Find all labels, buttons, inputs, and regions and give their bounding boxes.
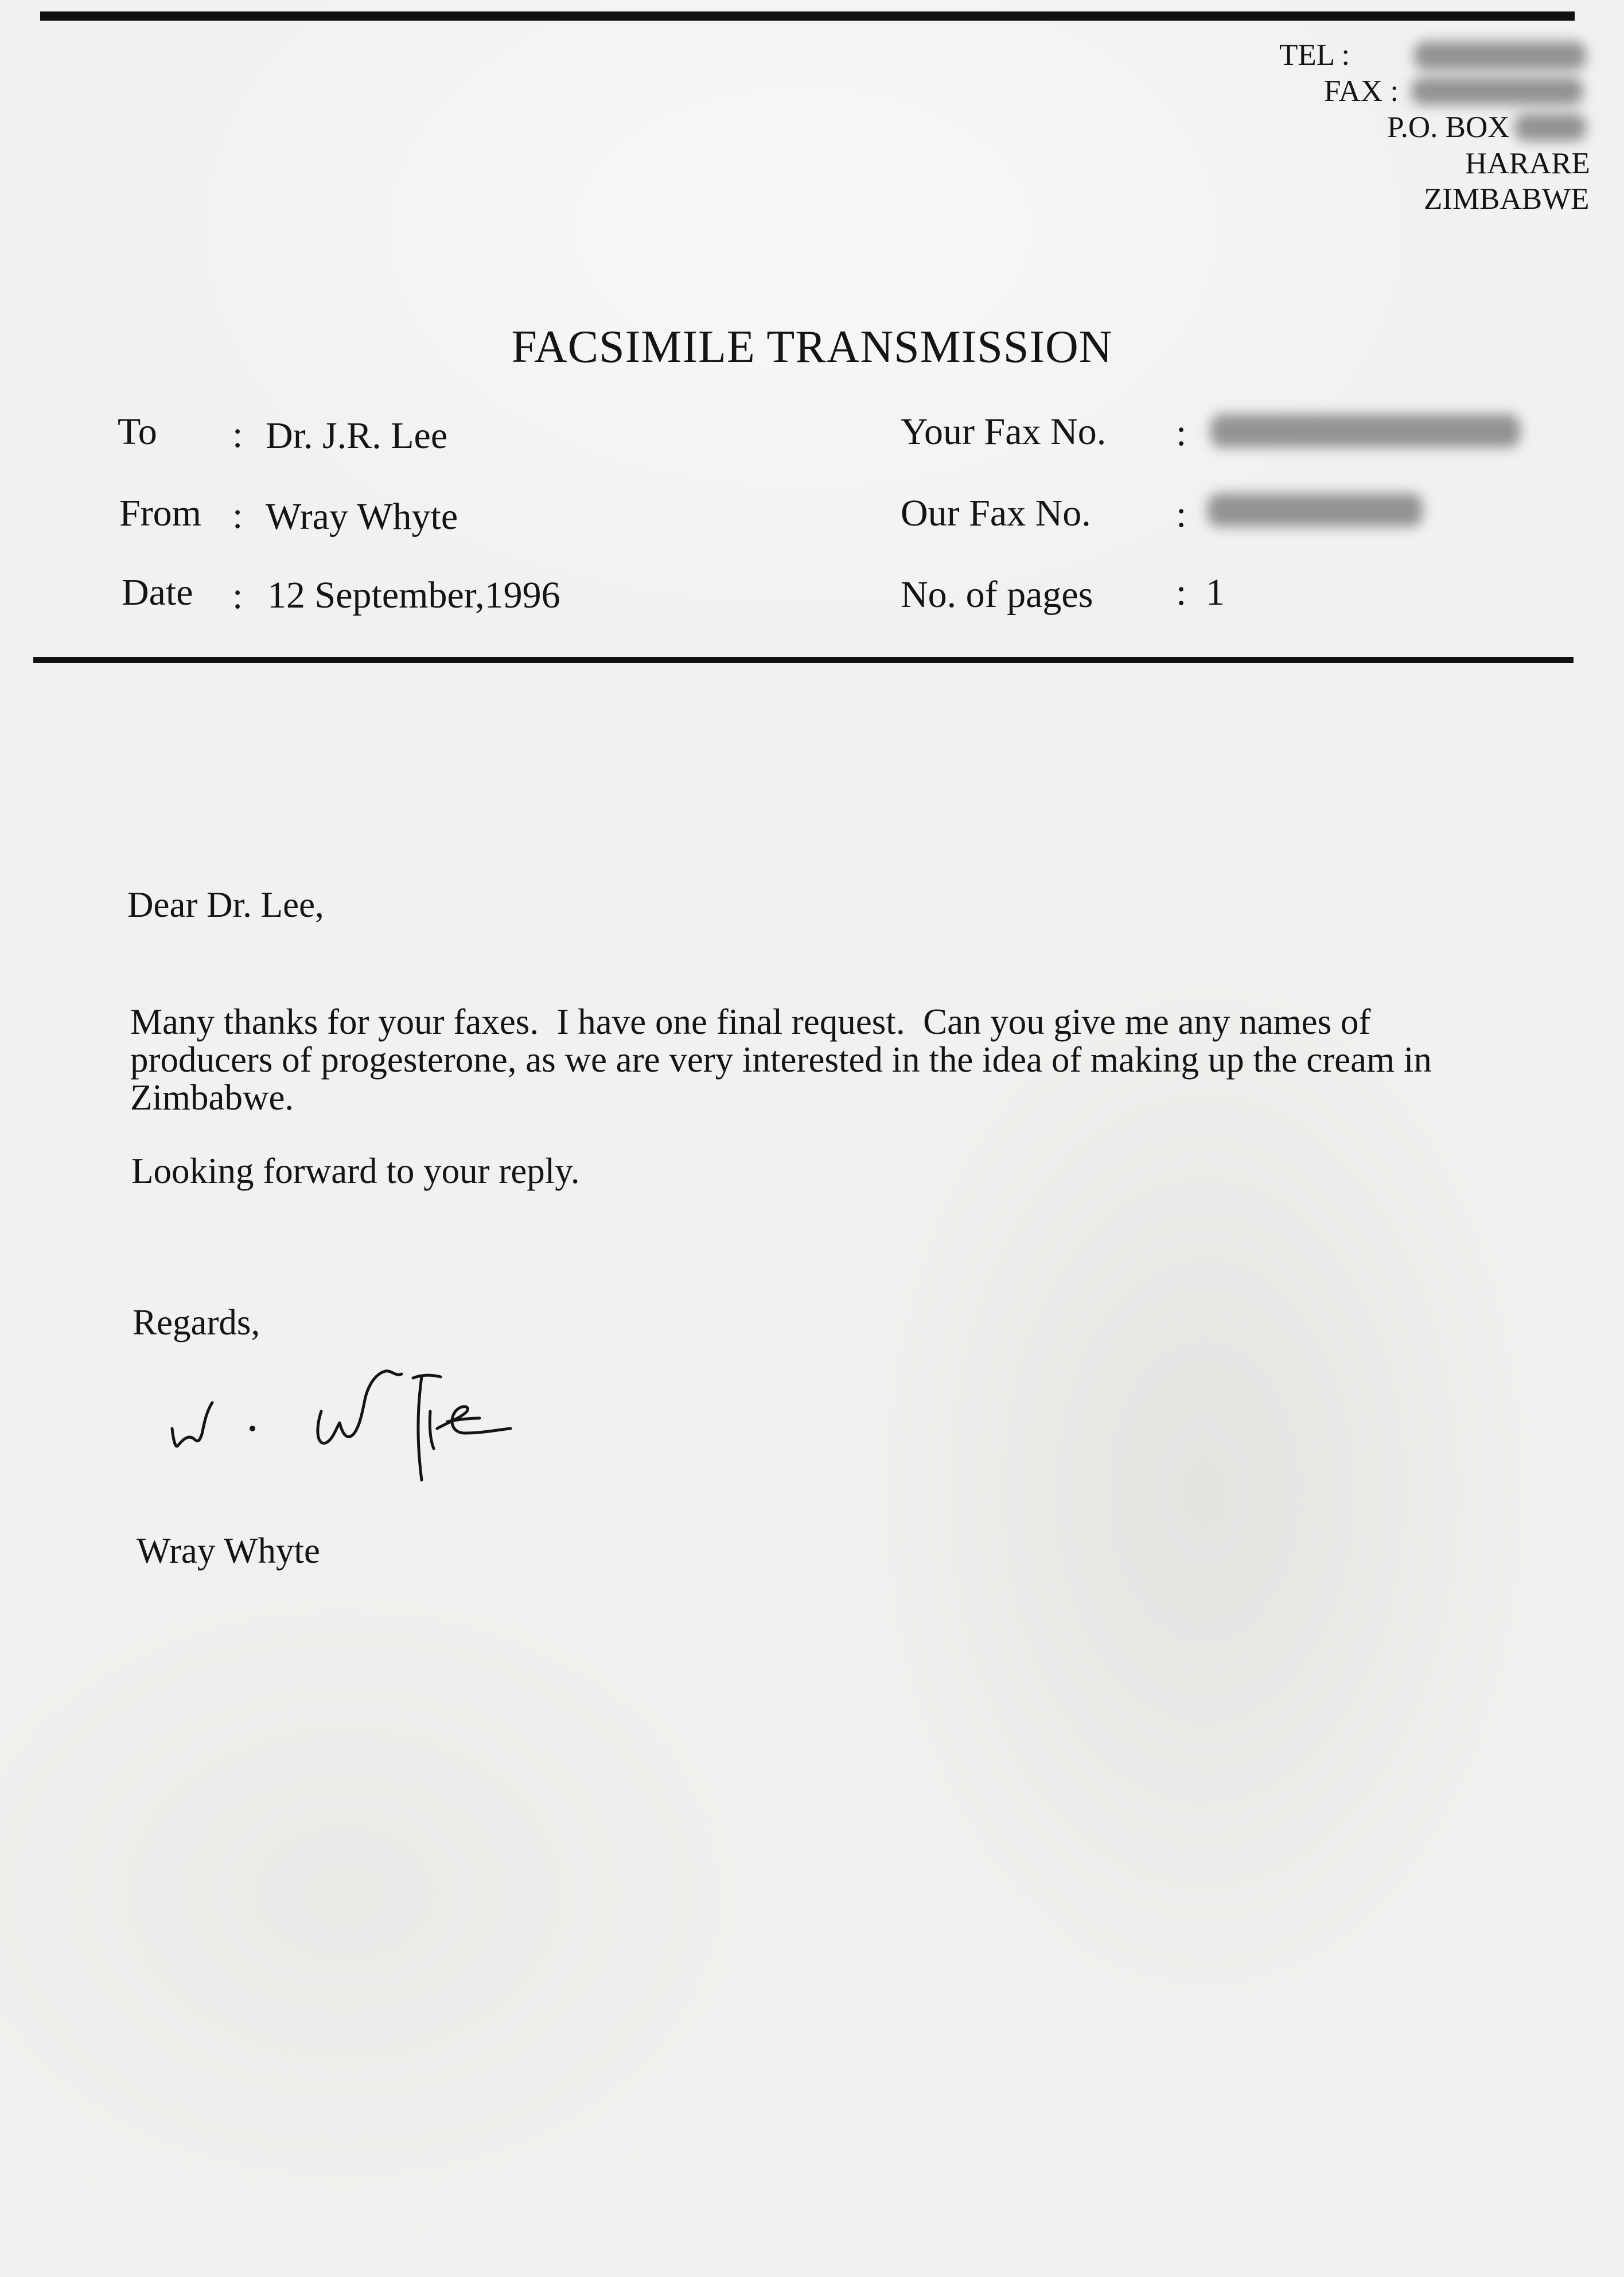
from-label: From [119,492,202,534]
from-value: Wray Whyte [266,496,458,538]
signature-image [161,1342,516,1503]
our-fax-label: Our Fax No. [901,492,1091,534]
our-fax-redaction [1208,493,1423,527]
your-fax-redaction [1210,414,1520,447]
pages-value: 1 [1206,571,1225,613]
header-divider [33,657,1574,663]
letterhead-po-box [1387,112,1510,143]
salutation: Dear Dr. Lee, [127,885,324,925]
tel-redaction [1414,41,1586,70]
paragraph-1-line-1: Many thanks for your faxes. I have one final request. Can you give me any names of [130,1002,1371,1042]
date-label: Date [122,571,193,613]
to-label: To [118,411,157,453]
fax-redaction [1411,77,1583,105]
your-fax-separator: : [1176,412,1187,454]
our-fax-separator: : [1176,493,1187,535]
paragraph-1-line-3: Zimbabwe. [130,1077,294,1118]
po-box-label: P.O. BOX [1387,111,1510,144]
paragraph-1-line-2: producers of progesterone, as we are very interested in the idea of making up the cream in [130,1040,1432,1080]
letterhead-country: ZIMBABWE [1424,182,1590,216]
from-separator: : [232,495,243,536]
date-separator: : [232,575,243,617]
top-rule [40,11,1575,21]
letterhead-city: HARARE [1465,147,1590,180]
page-title: FACSIMILE TRANSMISSION [511,322,1113,372]
your-fax-label: Your Fax No. [901,411,1107,453]
to-separator: : [232,414,243,456]
pages-label: No. of pages [901,574,1093,616]
letterhead-tel [1279,40,1350,71]
paragraph-2: Looking forward to your reply. [131,1151,580,1191]
signer-name: Wray Whyte [137,1531,320,1571]
letterhead-fax [1324,76,1399,107]
pages-separator: : [1176,571,1187,613]
fax-label: FAX : [1324,75,1399,108]
date-value: 12 September,1996 [267,574,560,616]
po-box-redaction [1514,114,1586,141]
to-value: Dr. J.R. Lee [266,415,448,457]
tel-label: TEL : [1279,38,1350,72]
closing: Regards, [133,1302,260,1342]
